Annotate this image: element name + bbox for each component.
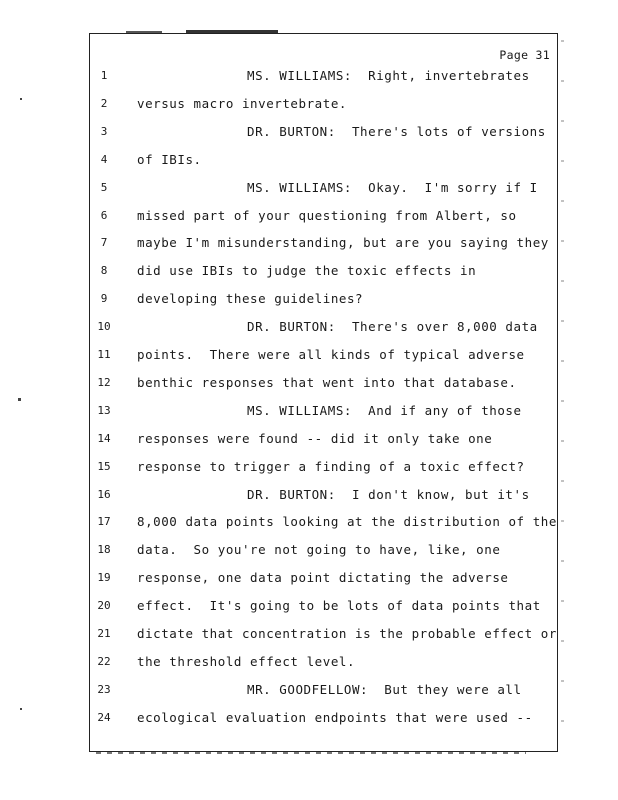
transcript-line <box>0 152 618 172</box>
line-text: data. So you're not going to have, like, one <box>137 542 501 558</box>
transcript-line <box>0 375 618 395</box>
line-number: 24 <box>97 710 111 724</box>
scan-bottom-noise <box>96 752 526 754</box>
line-number: 16 <box>97 487 111 501</box>
transcript-line <box>0 431 618 451</box>
line-text: ecological evaluation endpoints that were used -- <box>137 709 533 725</box>
line-number: 21 <box>97 627 111 640</box>
transcript-line <box>0 96 618 116</box>
transcript-line <box>0 542 618 562</box>
line-text: MR. GOODFELLOW: But they were all <box>247 681 522 697</box>
line-text: developing these guidelines? <box>137 291 364 307</box>
line-number: 23 <box>97 682 111 696</box>
line-number: 1 <box>100 69 108 82</box>
line-text: MS. WILLIAMS: Okay. I'm sorry if I <box>247 179 538 195</box>
line-text: responses were found -- did it only take one <box>137 430 493 446</box>
transcript-line <box>0 263 618 283</box>
transcript-line <box>0 487 618 507</box>
line-text: the threshold effect level. <box>137 653 356 669</box>
line-number: 13 <box>97 403 111 417</box>
line-number: 8 <box>100 264 108 278</box>
transcript-line <box>0 514 618 534</box>
line-text: MS. WILLIAMS: And if any of those <box>247 402 522 418</box>
line-text: missed part of your questioning from Albert, so <box>137 207 517 223</box>
line-text: of IBIs. <box>137 151 202 167</box>
line-number: 20 <box>97 599 111 613</box>
transcript-line <box>0 68 618 88</box>
line-number: 9 <box>100 292 108 306</box>
line-number: 7 <box>100 236 108 250</box>
line-number: 6 <box>100 208 108 222</box>
line-text: versus macro invertebrate. <box>137 95 347 111</box>
transcript-line <box>0 654 618 674</box>
transcript-line <box>0 710 618 730</box>
line-text: maybe I'm misunderstanding, but are you saying they <box>137 235 549 251</box>
transcript-line <box>0 235 618 255</box>
transcript-line <box>0 459 618 479</box>
page-number: Page 31 <box>499 48 550 62</box>
line-number: 5 <box>100 180 108 194</box>
line-number: 4 <box>100 152 108 166</box>
line-text: DR. BURTON: There's over 8,000 data <box>247 319 538 335</box>
line-text: response, one data point dictating the adverse <box>137 570 509 586</box>
line-number: 11 <box>97 348 111 361</box>
line-number: 18 <box>97 543 111 557</box>
transcript-line <box>0 598 618 618</box>
line-number: 14 <box>97 431 111 445</box>
transcript-line <box>0 626 618 646</box>
line-text: 8,000 data points looking at the distribution of the <box>137 514 557 530</box>
line-text: response to trigger a finding of a toxic effect? <box>137 458 525 474</box>
transcript-line <box>0 124 618 144</box>
line-text: DR. BURTON: There's lots of versions <box>247 123 546 139</box>
line-number: 15 <box>97 459 111 473</box>
transcript-line <box>0 570 618 590</box>
transcript-line <box>0 403 618 423</box>
transcript-line <box>0 319 618 339</box>
scan-speck <box>18 398 21 401</box>
line-text: did use IBIs to judge the toxic effects in <box>137 263 477 279</box>
line-text: points. There were all kinds of typical adverse <box>137 347 525 362</box>
line-number: 2 <box>100 96 108 110</box>
line-number: 12 <box>97 375 111 389</box>
line-text: MS. WILLIAMS: Right, invertebrates <box>247 68 530 83</box>
line-number: 22 <box>97 654 111 668</box>
line-number: 10 <box>97 320 111 334</box>
transcript-line <box>0 347 618 367</box>
line-text: DR. BURTON: I don't know, but it's <box>247 486 530 502</box>
line-text: effect. It's going to be lots of data points that <box>137 598 541 614</box>
transcript-line <box>0 208 618 228</box>
line-number: 3 <box>100 124 108 138</box>
transcript-line <box>0 682 618 702</box>
transcript-line <box>0 291 618 311</box>
transcript-line <box>0 180 618 200</box>
line-number: 19 <box>97 571 111 585</box>
line-text: dictate that concentration is the probable effect or <box>137 626 557 641</box>
line-text: benthic responses that went into that database. <box>137 374 517 390</box>
line-number: 17 <box>97 515 111 529</box>
